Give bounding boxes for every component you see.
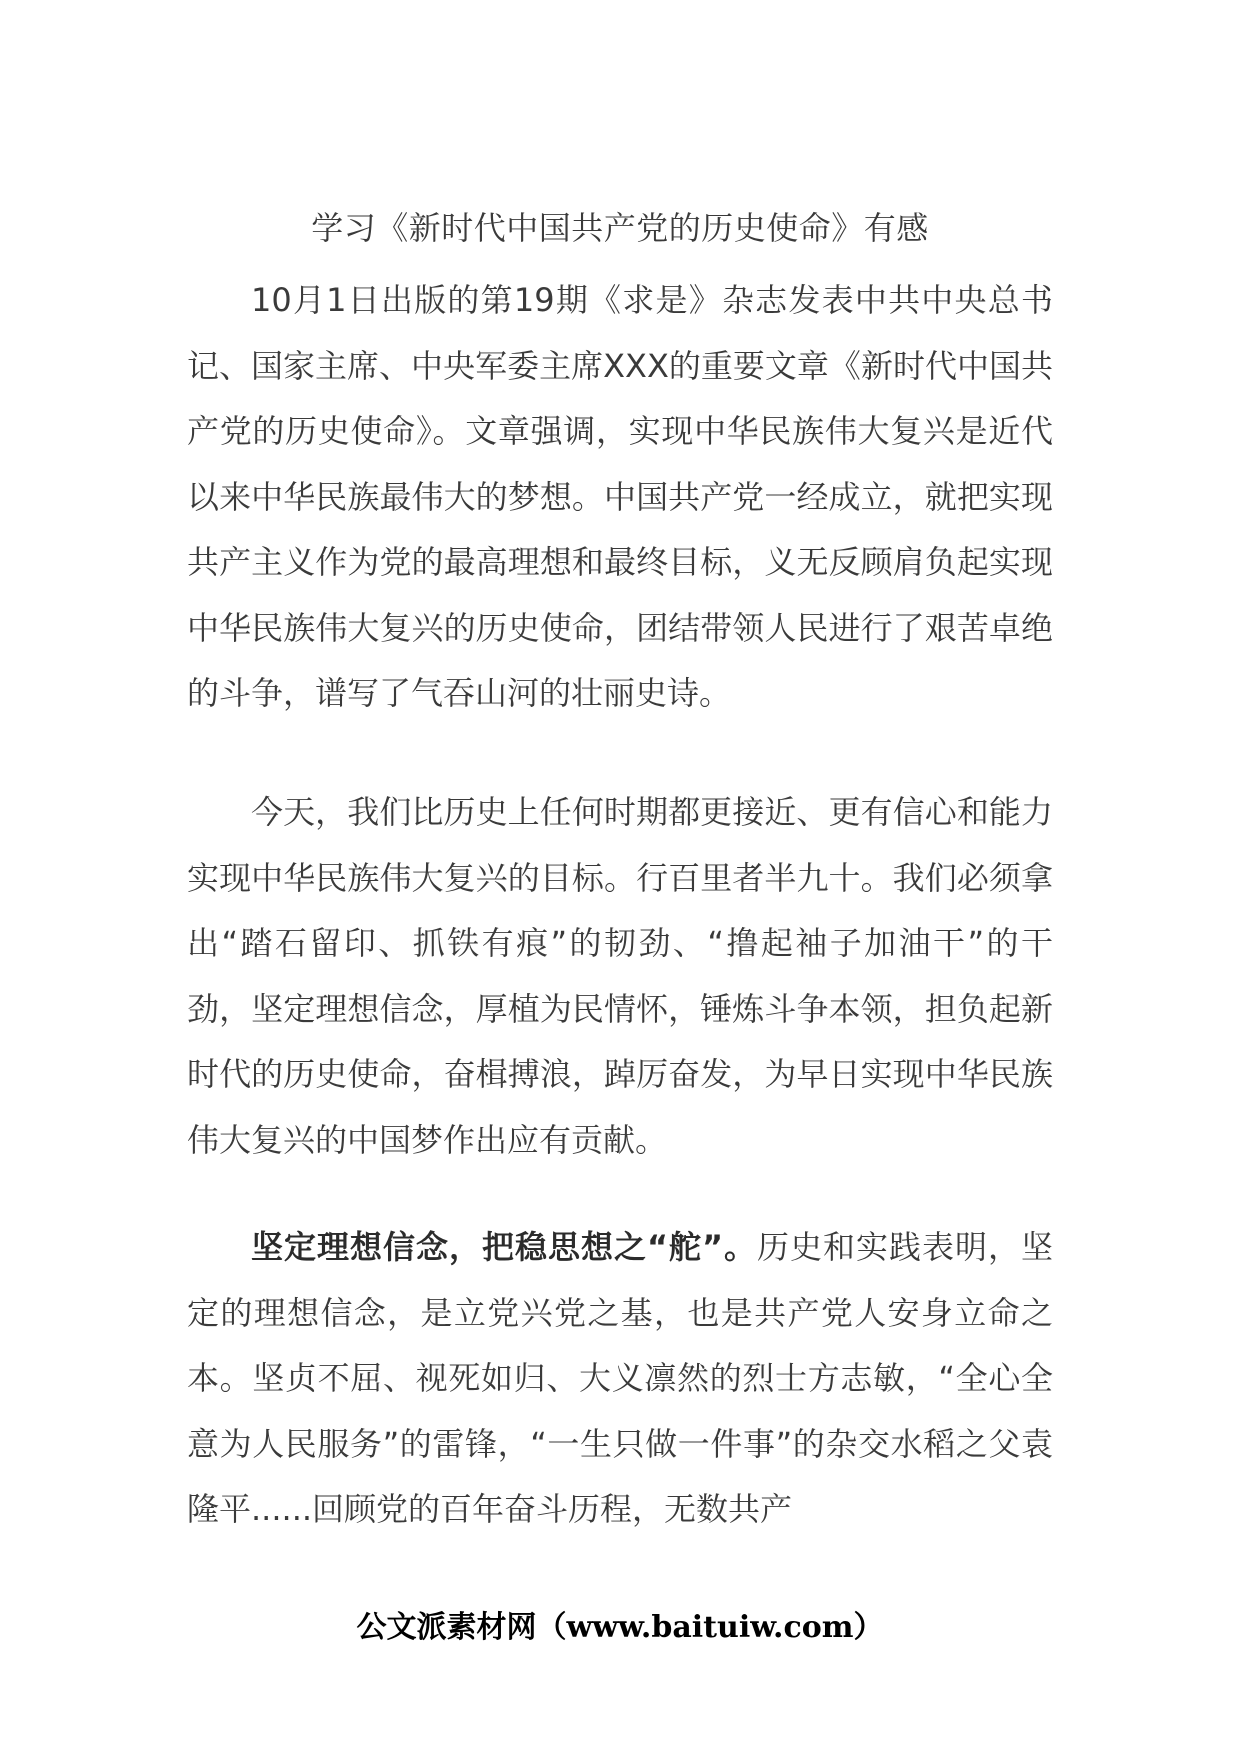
- document-title: 学习《新时代中国共产党的历史使命》有感: [311, 209, 929, 247]
- paragraph-3-text: 历史和实践表明，坚定的理想信念，是立党兴党之基，也是共产党人安身立命之本。坚贞不屈、视死如归、大义凛然的烈士方志敏，“全心全意为人民服务”的雷锋，“一生只做一件事”的杂交水稻之父袁隆平......回顾党的百年奋斗历程，无数共产: [187, 1228, 1053, 1528]
- footer-source: 公文派素材网（www.baituiw.com）: [356, 1610, 884, 1645]
- paragraph-1-text: 10月1日出版的第19期《求是》杂志发表中共中央总书记、国家主席、中央军委主席XXX的重要文章《新时代中国共产党的历史使命》。文章强调，实现中华民族伟大复兴是近代以来中华民族最伟大的梦想。中国共产党一经成立，就把实现共产主义作为党的最高理想和最终目标，义无反顾肩负起实现中华民族伟大复兴的历史使命，团结带领人民进行了艰苦卓绝的斗争，谱写了气吞山河的壮丽史诗。: [187, 281, 1053, 712]
- paragraph-3: [187, 1215, 1053, 1543]
- paragraph-2: [187, 780, 1053, 1173]
- paragraph-1: [187, 268, 1053, 727]
- paragraph-2-text: 今天，我们比历史上任何时期都更接近、更有信心和能力实现中华民族伟大复兴的目标。行百里者半九十。我们必须拿出“踏石留印、抓铁有痕”的韧劲、“撸起袖子加油干”的干劲，坚定理想信念，厚植为民情怀，锤炼斗争本领，担负起新时代的历史使命，奋楫搏浪，踔厉奋发，为早日实现中华民族伟大复兴的中国梦作出应有贡献。: [187, 793, 1053, 1159]
- paragraph-3-lead: 坚定理想信念，把稳思想之“舵”。: [251, 1228, 758, 1266]
